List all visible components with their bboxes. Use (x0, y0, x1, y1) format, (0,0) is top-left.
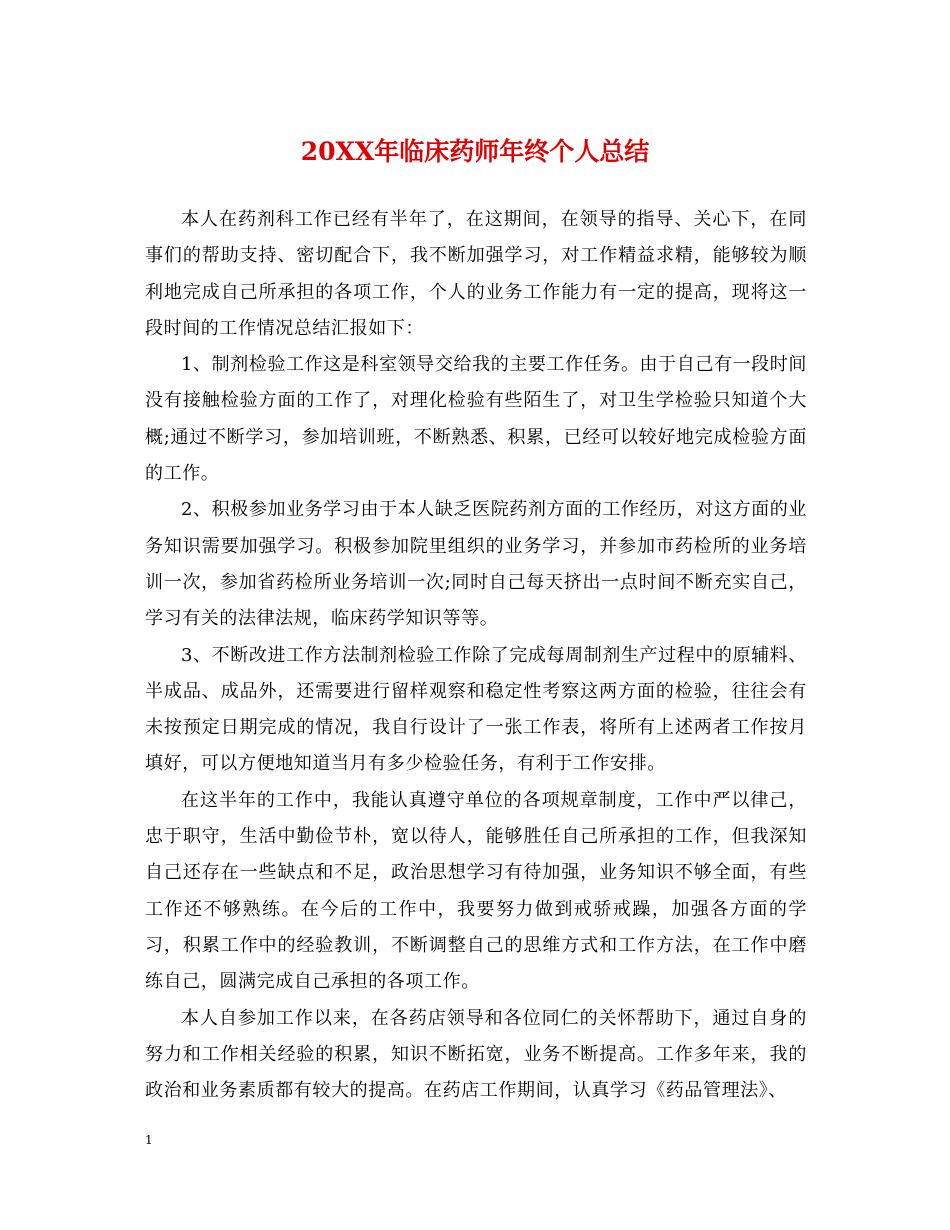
paragraph-item-3: 3、不断改进工作方法制剂检验工作除了完成每周制剂生产过程中的原辅料、半成品、成品外，还需要进行留样观察和稳定性考察这两方面的检验，往往会有未按预定日期完成的情况，我自行设计了一张工作表，将所有上述两者工作按月填好，可以方便地知道当月有多少检验任务，有利于工作安排。 (145, 644, 807, 775)
paragraph-item-1: 1、制剂检验工作这是科室领导交给我的主要工作任务。由于自己有一段时间没有接触检验方面的工作了，对理化检验有些陌生了，对卫生学检验只知道个大概;通过不断学习，参加培训班，不断熟悉、积累，已经可以较好地完成检验方面的工作。 (145, 354, 807, 485)
page-number: 1 (145, 1133, 153, 1147)
document-title: 20XX年临床药师年终个人总结 (300, 137, 650, 166)
paragraph-intro: 本人在药剂科工作已经有半年了，在这期间，在领导的指导、关心下，在同事们的帮助支持、密切配合下，我不断加强学习，对工作精益求精，能够较为顺利地完成自己所承担的各项工作，个人的业务工作能力有一定的提高，现将这一段时间的工作情况总结汇报如下： (145, 209, 807, 339)
paragraph-item-2: 2、积极参加业务学习由于本人缺乏医院药剂方面的工作经历，对这方面的业务知识需要加强学习。积极参加院里组织的业务学习，并参加市药检所的业务培训一次，参加省药检所业务培训一次;同时自己每天挤出一点时间不断充实自己，学习有关的法律法规，临床药学知识等等。 (145, 499, 807, 630)
paragraph-continuation: 本人自参加工作以来，在各药店领导和各位同仁的关怀帮助下，通过自身的努力和工作相关经验的积累，知识不断拓宽，业务不断提高。工作多年来，我的政治和业务素质都有较大的提高。在药店工作期间，认真学习《药品管理法》、 (145, 1007, 807, 1102)
paragraph-summary: 在这半年的工作中，我能认真遵守单位的各项规章制度，工作中严以律己，忠于职守，生活中勤俭节朴，宽以待人，能够胜任自己所承担的工作，但我深知自己还存在一些缺点和不足，政治思想学习有待加强，业务知识不够全面，有些工作还不够熟练。在今后的工作中，我要努力做到戒骄戒躁，加强各方面的学习，积累工作中的经验教训，不断调整自己的思维方式和工作方法，在工作中磨练自己，圆满完成自己承担的各项工作。 (145, 789, 807, 993)
document-body (145, 202, 807, 1109)
